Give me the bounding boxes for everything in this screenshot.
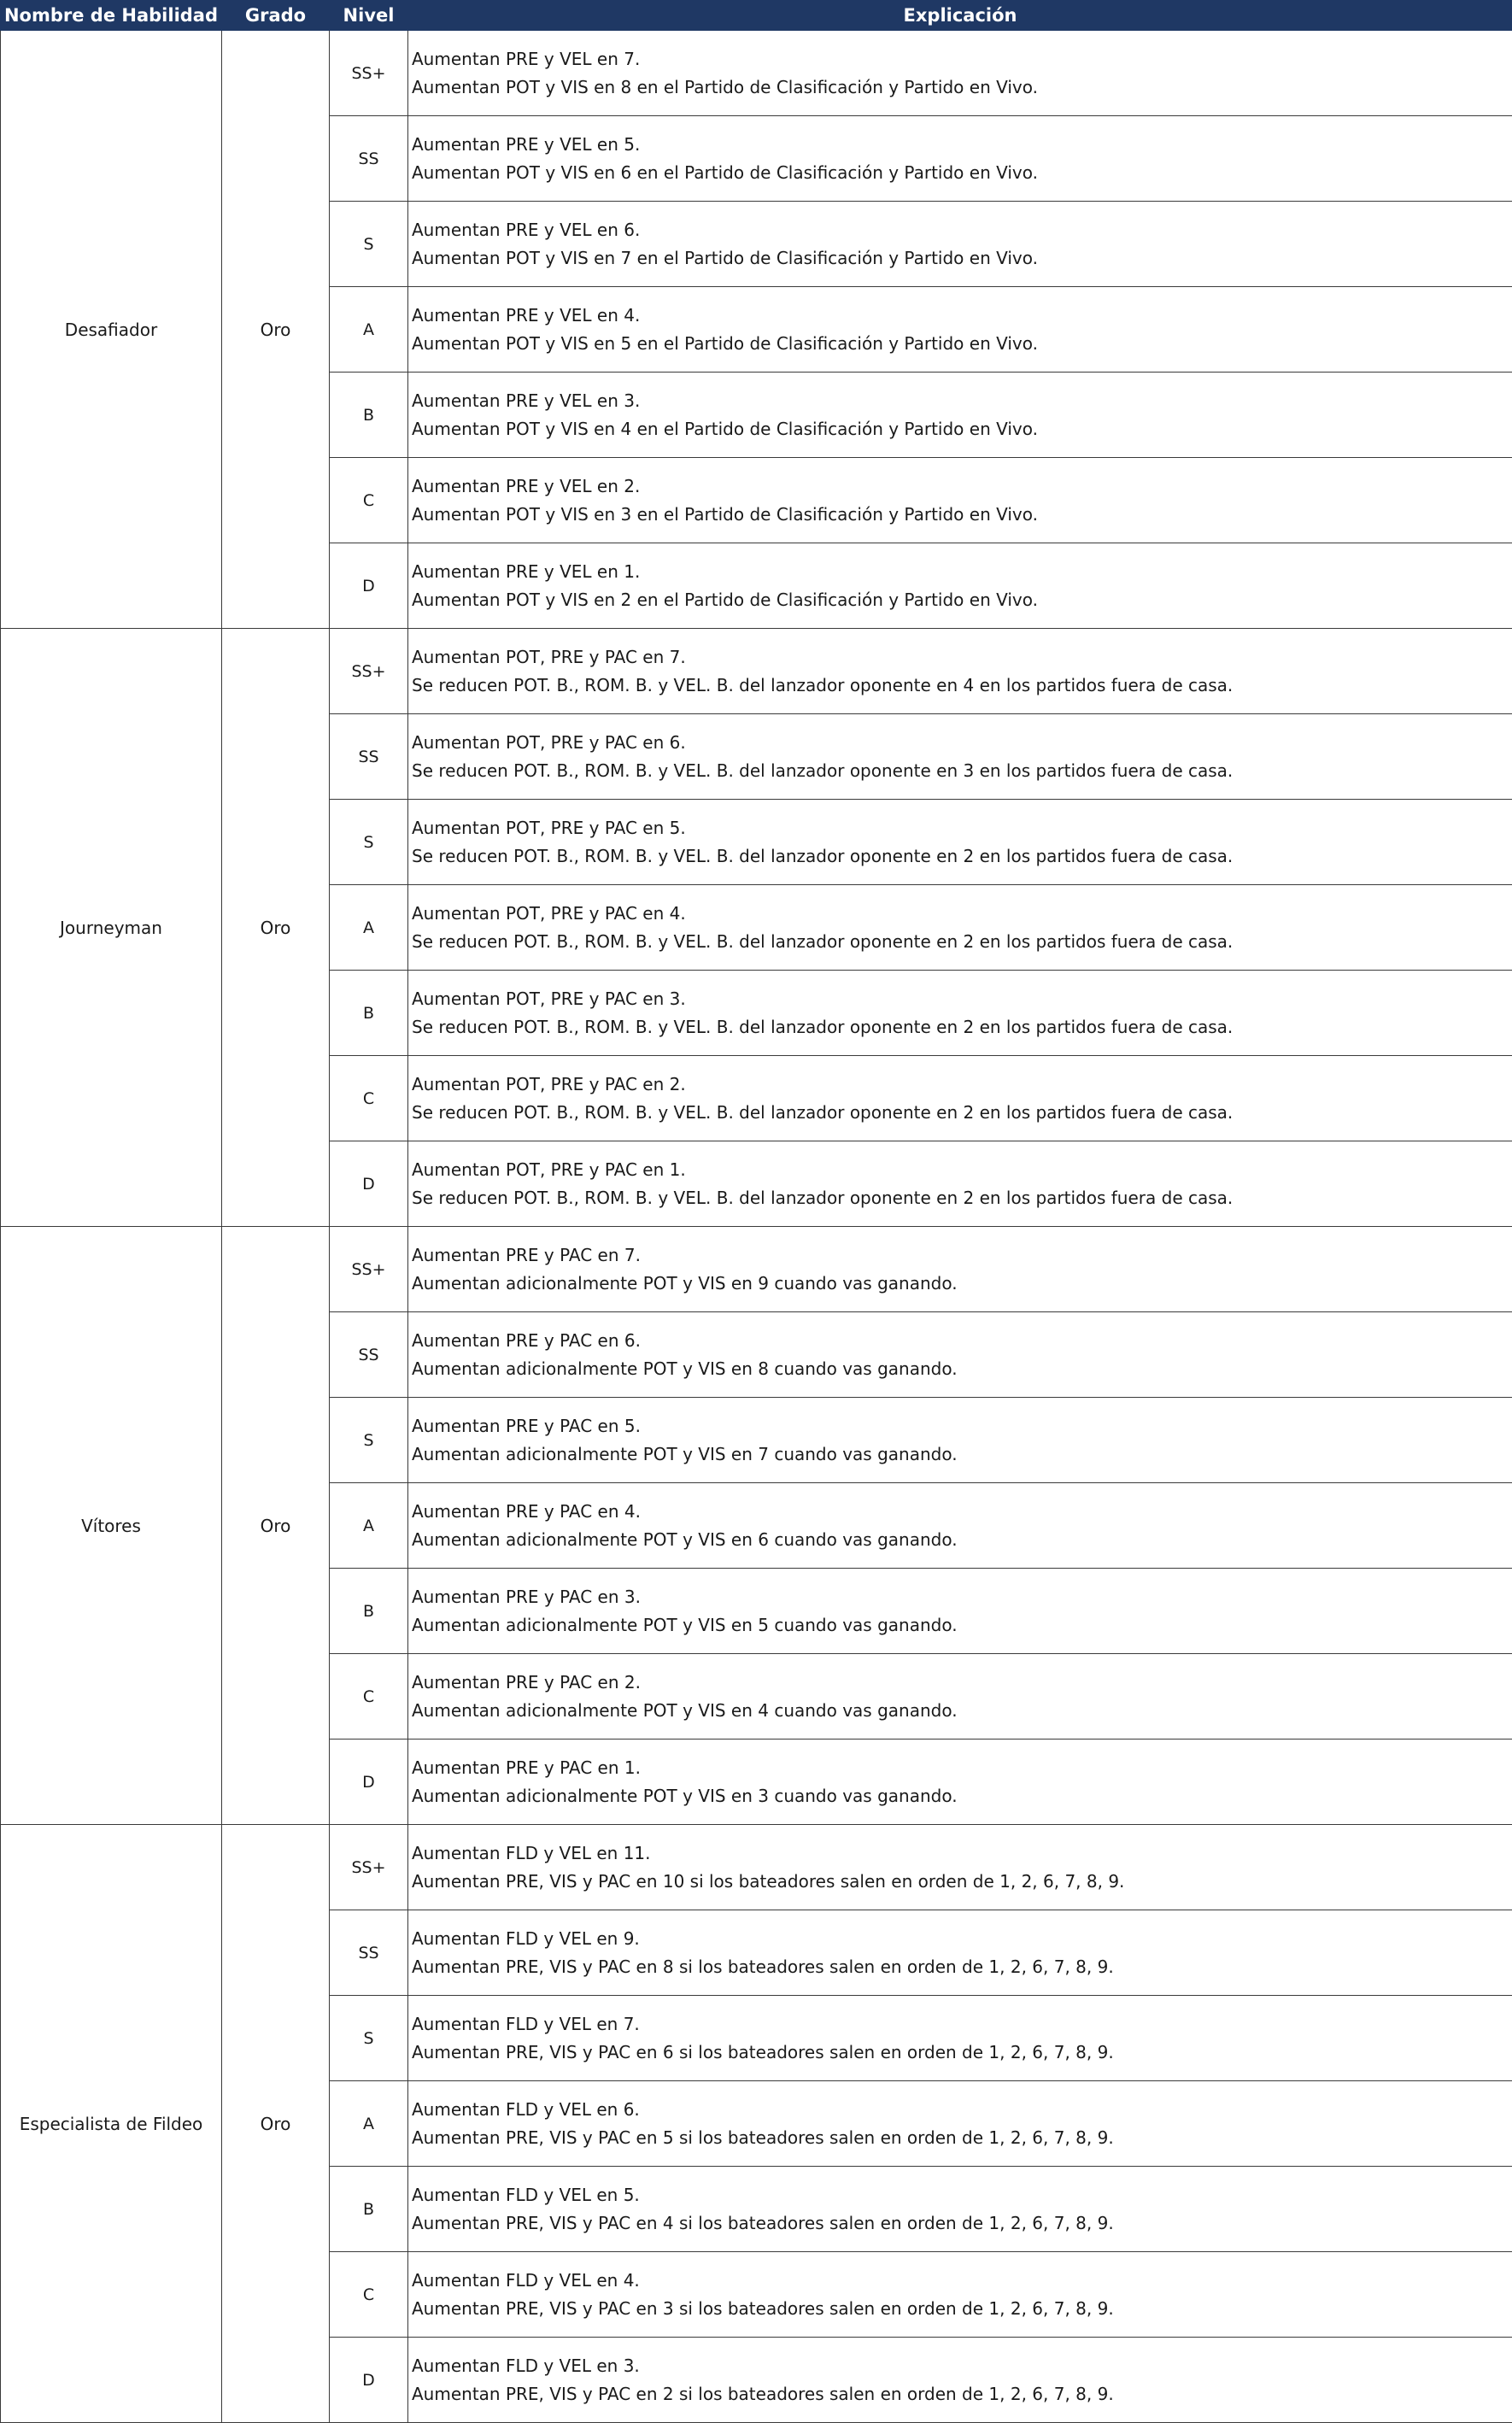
explanation-line: Aumentan POT, PRE y PAC en 1. — [412, 1156, 1512, 1184]
skill-explanation-cell — [408, 543, 1512, 629]
skill-level-cell: A — [330, 885, 408, 971]
explanation-line: Aumentan adicionalmente POT y VIS en 5 cuando vas ganando. — [412, 1611, 1512, 1640]
skill-level-cell: B — [330, 1569, 408, 1654]
skill-explanation-cell — [408, 287, 1512, 373]
skill-level-cell: C — [330, 458, 408, 543]
skill-level-cell: SS+ — [330, 1227, 408, 1312]
skill-explanation-cell — [408, 1569, 1512, 1654]
explanation-line: Se reducen POT. B., ROM. B. y VEL. B. del lanzador oponente en 2 en los partidos fuera de casa. — [412, 928, 1512, 956]
skill-level-cell: SS — [330, 1910, 408, 1996]
skill-explanation-cell — [408, 373, 1512, 458]
skill-level-cell: C — [330, 1056, 408, 1141]
explanation-line: Aumentan PRE, VIS y PAC en 6 si los bateadores salen en orden de 1, 2, 6, 7, 8, 9. — [412, 2039, 1512, 2067]
skill-level-cell: SS+ — [330, 31, 408, 116]
explanation-line: Aumentan POT, PRE y PAC en 7. — [412, 643, 1512, 672]
skill-level-cell: SS — [330, 116, 408, 202]
explanation-line: Aumentan PRE, VIS y PAC en 8 si los bateadores salen en orden de 1, 2, 6, 7, 8, 9. — [412, 1953, 1512, 1981]
skill-explanation-cell — [408, 1996, 1512, 2081]
explanation-line: Aumentan FLD y VEL en 9. — [412, 1925, 1512, 1953]
header-skill-name: Nombre de Habilidad — [1, 1, 222, 31]
explanation-line: Aumentan PRE y VEL en 6. — [412, 216, 1512, 244]
explanation-line: Aumentan adicionalmente POT y VIS en 3 cuando vas ganando. — [412, 1782, 1512, 1810]
explanation-line: Aumentan PRE, VIS y PAC en 10 si los bateadores salen en orden de 1, 2, 6, 7, 8, 9. — [412, 1868, 1512, 1896]
skill-grade-cell: Oro — [222, 31, 330, 629]
skill-level-cell: S — [330, 202, 408, 287]
explanation-line: Aumentan PRE, VIS y PAC en 2 si los bateadores salen en orden de 1, 2, 6, 7, 8, 9. — [412, 2380, 1512, 2408]
explanation-line: Aumentan FLD y VEL en 4. — [412, 2267, 1512, 2295]
explanation-line: Aumentan adicionalmente POT y VIS en 7 cuando vas ganando. — [412, 1440, 1512, 1469]
explanation-line: Aumentan POT y VIS en 7 en el Partido de Clasificación y Partido en Vivo. — [412, 244, 1512, 273]
explanation-line: Aumentan PRE y PAC en 3. — [412, 1583, 1512, 1611]
skill-level-cell: SS — [330, 714, 408, 800]
skill-level-cell: C — [330, 2252, 408, 2338]
explanation-line: Aumentan adicionalmente POT y VIS en 4 cuando vas ganando. — [412, 1697, 1512, 1725]
skill-explanation-cell — [408, 202, 1512, 287]
explanation-line: Aumentan PRE y VEL en 2. — [412, 472, 1512, 501]
skill-explanation-cell — [408, 1825, 1512, 1910]
skill-explanation-cell — [408, 714, 1512, 800]
header-grade: Grado — [222, 1, 330, 31]
explanation-line: Aumentan FLD y VEL en 6. — [412, 2096, 1512, 2124]
explanation-line: Aumentan PRE y VEL en 3. — [412, 387, 1512, 415]
skill-explanation-cell — [408, 458, 1512, 543]
skill-grade-cell: Oro — [222, 1825, 330, 2423]
skill-explanation-cell — [408, 1398, 1512, 1483]
skill-explanation-cell — [408, 1141, 1512, 1227]
skill-name-cell: Especialista de Fildeo — [1, 1825, 222, 2423]
table-row — [1, 31, 1512, 116]
skill-explanation-cell — [408, 31, 1512, 116]
skill-level-cell: C — [330, 1654, 408, 1740]
header-row — [1, 1, 1512, 31]
explanation-line: Aumentan PRE y VEL en 4. — [412, 302, 1512, 330]
table-row — [1, 1825, 1512, 1910]
explanation-line: Aumentan adicionalmente POT y VIS en 9 cuando vas ganando. — [412, 1270, 1512, 1298]
explanation-line: Aumentan adicionalmente POT y VIS en 6 cuando vas ganando. — [412, 1526, 1512, 1554]
explanation-line: Aumentan PRE y PAC en 4. — [412, 1498, 1512, 1526]
table-row — [1, 1227, 1512, 1312]
explanation-line: Aumentan FLD y VEL en 5. — [412, 2181, 1512, 2209]
skill-explanation-cell — [408, 2081, 1512, 2167]
skill-explanation-cell — [408, 885, 1512, 971]
skill-level-cell: SS — [330, 1312, 408, 1398]
skill-level-cell: D — [330, 1740, 408, 1825]
explanation-line: Aumentan POT, PRE y PAC en 3. — [412, 985, 1512, 1013]
skill-level-cell: D — [330, 1141, 408, 1227]
skill-explanation-cell — [408, 1740, 1512, 1825]
skill-level-cell: S — [330, 1996, 408, 2081]
explanation-line: Aumentan POT y VIS en 8 en el Partido de Clasificación y Partido en Vivo. — [412, 73, 1512, 102]
skill-level-cell: A — [330, 1483, 408, 1569]
explanation-line: Aumentan POT y VIS en 2 en el Partido de Clasificación y Partido en Vivo. — [412, 586, 1512, 614]
skill-explanation-cell — [408, 971, 1512, 1056]
explanation-line: Aumentan PRE y PAC en 1. — [412, 1754, 1512, 1782]
skill-explanation-cell — [408, 2252, 1512, 2338]
skill-name-cell: Vítores — [1, 1227, 222, 1825]
explanation-line: Se reducen POT. B., ROM. B. y VEL. B. del lanzador oponente en 2 en los partidos fuera de casa. — [412, 1013, 1512, 1041]
skill-explanation-cell — [408, 2167, 1512, 2252]
explanation-line: Aumentan PRE y PAC en 5. — [412, 1412, 1512, 1440]
skill-name-cell: Desafiador — [1, 31, 222, 629]
explanation-line: Aumentan FLD y VEL en 11. — [412, 1839, 1512, 1868]
skill-level-cell: SS+ — [330, 1825, 408, 1910]
explanation-line: Aumentan FLD y VEL en 7. — [412, 2010, 1512, 2039]
explanation-line: Aumentan POT y VIS en 4 en el Partido de Clasificación y Partido en Vivo. — [412, 415, 1512, 443]
explanation-line: Aumentan PRE, VIS y PAC en 4 si los bateadores salen en orden de 1, 2, 6, 7, 8, 9. — [412, 2209, 1512, 2238]
explanation-line: Aumentan PRE y VEL en 1. — [412, 558, 1512, 586]
explanation-line: Aumentan adicionalmente POT y VIS en 8 cuando vas ganando. — [412, 1355, 1512, 1383]
skill-explanation-cell — [408, 1654, 1512, 1740]
skill-level-cell: D — [330, 543, 408, 629]
skill-explanation-cell — [408, 1910, 1512, 1996]
skill-explanation-cell — [408, 800, 1512, 885]
skill-name-cell: Journeyman — [1, 629, 222, 1227]
skill-level-cell: A — [330, 287, 408, 373]
explanation-line: Se reducen POT. B., ROM. B. y VEL. B. del lanzador oponente en 2 en los partidos fuera de casa. — [412, 842, 1512, 871]
skill-level-cell: B — [330, 2167, 408, 2252]
explanation-line: Aumentan PRE y VEL en 7. — [412, 45, 1512, 73]
explanation-line: Se reducen POT. B., ROM. B. y VEL. B. del lanzador oponente en 2 en los partidos fuera de casa. — [412, 1184, 1512, 1212]
explanation-line: Se reducen POT. B., ROM. B. y VEL. B. del lanzador oponente en 4 en los partidos fuera de casa. — [412, 672, 1512, 700]
explanation-line: Aumentan FLD y VEL en 3. — [412, 2352, 1512, 2380]
skill-explanation-cell — [408, 2338, 1512, 2423]
header-level: Nivel — [330, 1, 408, 31]
skill-grade-cell: Oro — [222, 629, 330, 1227]
skill-explanation-cell — [408, 1312, 1512, 1398]
explanation-line: Aumentan POT, PRE y PAC en 5. — [412, 814, 1512, 842]
skill-explanation-cell — [408, 116, 1512, 202]
explanation-line: Aumentan PRE y PAC en 7. — [412, 1241, 1512, 1270]
table-row — [1, 629, 1512, 714]
explanation-line: Aumentan POT y VIS en 5 en el Partido de Clasificación y Partido en Vivo. — [412, 330, 1512, 358]
skill-level-cell: S — [330, 800, 408, 885]
skill-level-cell: D — [330, 2338, 408, 2423]
skill-explanation-cell — [408, 629, 1512, 714]
explanation-line: Aumentan POT y VIS en 6 en el Partido de Clasificación y Partido en Vivo. — [412, 159, 1512, 187]
header-explanation: Explicación — [408, 1, 1512, 31]
explanation-line: Aumentan POT y VIS en 3 en el Partido de Clasificación y Partido en Vivo. — [412, 501, 1512, 529]
explanation-line: Aumentan POT, PRE y PAC en 4. — [412, 900, 1512, 928]
explanation-line: Aumentan PRE, VIS y PAC en 5 si los bateadores salen en orden de 1, 2, 6, 7, 8, 9. — [412, 2124, 1512, 2152]
explanation-line: Se reducen POT. B., ROM. B. y VEL. B. del lanzador oponente en 3 en los partidos fuera de casa. — [412, 757, 1512, 785]
explanation-line: Aumentan PRE, VIS y PAC en 3 si los bateadores salen en orden de 1, 2, 6, 7, 8, 9. — [412, 2295, 1512, 2323]
skill-level-cell: B — [330, 373, 408, 458]
skill-grade-cell: Oro — [222, 1227, 330, 1825]
explanation-line: Se reducen POT. B., ROM. B. y VEL. B. del lanzador oponente en 2 en los partidos fuera de casa. — [412, 1099, 1512, 1127]
explanation-line: Aumentan PRE y PAC en 2. — [412, 1669, 1512, 1697]
explanation-line: Aumentan PRE y VEL en 5. — [412, 131, 1512, 159]
explanation-line: Aumentan POT, PRE y PAC en 2. — [412, 1071, 1512, 1099]
skill-explanation-cell — [408, 1483, 1512, 1569]
skill-level-cell: SS+ — [330, 629, 408, 714]
skill-level-cell: A — [330, 2081, 408, 2167]
skill-level-cell: B — [330, 971, 408, 1056]
explanation-line: Aumentan PRE y PAC en 6. — [412, 1327, 1512, 1355]
explanation-line: Aumentan POT, PRE y PAC en 6. — [412, 729, 1512, 757]
skill-level-cell: S — [330, 1398, 408, 1483]
skill-explanation-cell — [408, 1056, 1512, 1141]
skill-explanation-cell — [408, 1227, 1512, 1312]
